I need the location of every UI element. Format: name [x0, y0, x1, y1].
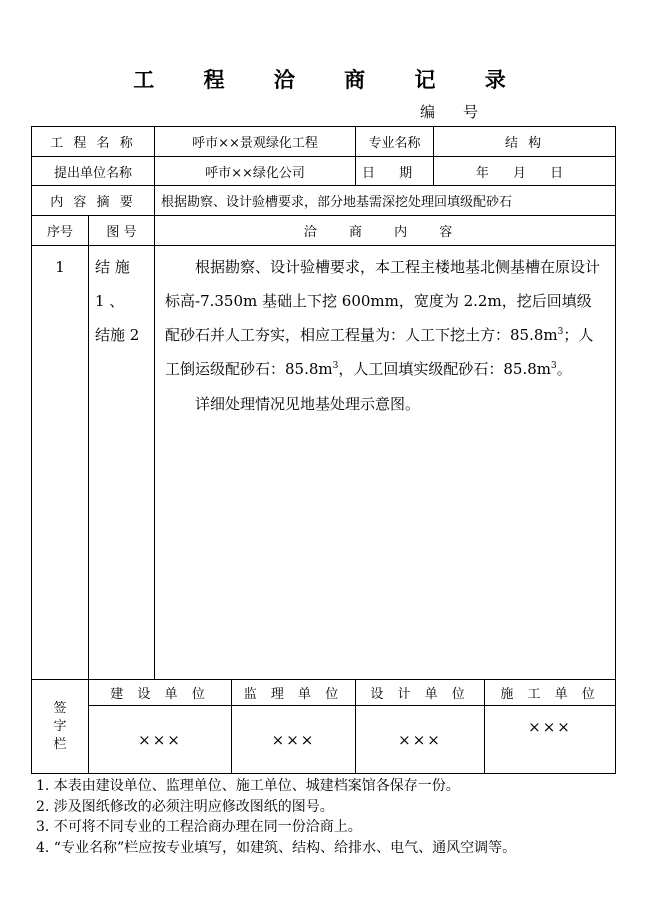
summary-value: 根据勘察、设计验槽要求，部分地基需深挖处理回填级配砂石 [155, 186, 616, 216]
contractor-unit-header: 施 工 单 位 [485, 680, 616, 706]
owner-unit-header: 建 设 单 位 [89, 680, 232, 706]
negotiation-record-table [31, 126, 616, 774]
project-name-value: 呼市××景观绿化工程 [155, 127, 356, 157]
submitter-label: 提出单位名称 [32, 157, 155, 186]
specialty-value: 结 构 [434, 127, 616, 157]
entry-drawing [89, 246, 155, 680]
document-title: 工 程 洽 商 记 录 [133, 67, 527, 92]
project-name-label: 工 程 名 称 [32, 127, 155, 157]
content-header: 洽 商 内 容 [155, 216, 616, 246]
submitter-value: 呼市××绿化公司 [155, 157, 356, 186]
date-value: 年 月 日 [434, 157, 616, 186]
footnote-1: 1. 本表由建设单位、监理单位、施工单位、城建档案馆各保存一份。 [36, 778, 460, 794]
drawing-line-3: 结施 2 [95, 326, 140, 344]
drawing-line-1: 结 施 [95, 258, 130, 276]
footnote-4: 4. “专业名称”栏应按专业填写，如建筑、结构、给排水、电气、通风空调等。 [36, 839, 517, 856]
footnotes [36, 776, 516, 858]
specialty-label: 专业名称 [356, 127, 434, 157]
footnote-3: 3. 不可将不同专业的工程洽商办理在同一份洽商上。 [36, 819, 362, 835]
content-paragraph-2: 详细处理情况见地基处理示意图。 [195, 395, 421, 413]
drawing-header: 图 号 [89, 216, 155, 246]
owner-signature: ××× [89, 706, 232, 774]
date-label: 日 期 [356, 157, 434, 186]
signature-label: 签 字 栏 [32, 680, 89, 774]
contractor-signature: ××× [485, 706, 616, 774]
drawing-line-2: 1 、 [95, 292, 125, 310]
designer-signature: ××× [356, 706, 485, 774]
serial-label-char-1: 编 [420, 103, 436, 121]
entry-seq: 1 [32, 246, 89, 680]
serial-label-char-2: 号 [463, 103, 479, 121]
supervisor-signature: ××× [232, 706, 356, 774]
content-paragraph-1: 根据勘察、设计验槽要求，本工程主楼地基北侧基槽在原设计标高-7.350m 基础上下挖 600mm，宽度为 2.2m，挖后回填级配砂石并人工夯实，相应工程量为：人工下挖土方：$85.8m^3$；人工倒运级配砂石：$85.8m^3$，人工回填实级配砂石：$85.8m^3$。 [165, 258, 601, 378]
seq-header: 序号 [32, 216, 89, 246]
serial-number-label [420, 101, 478, 122]
footnote-2: 2. 涉及图纸修改的必须注明应修改图纸的图号。 [36, 798, 334, 815]
supervisor-unit-header: 监 理 单 位 [232, 680, 356, 706]
entry-content [155, 246, 616, 680]
summary-label: 内 容 摘 要 [32, 186, 155, 216]
designer-unit-header: 设 计 单 位 [356, 680, 485, 706]
